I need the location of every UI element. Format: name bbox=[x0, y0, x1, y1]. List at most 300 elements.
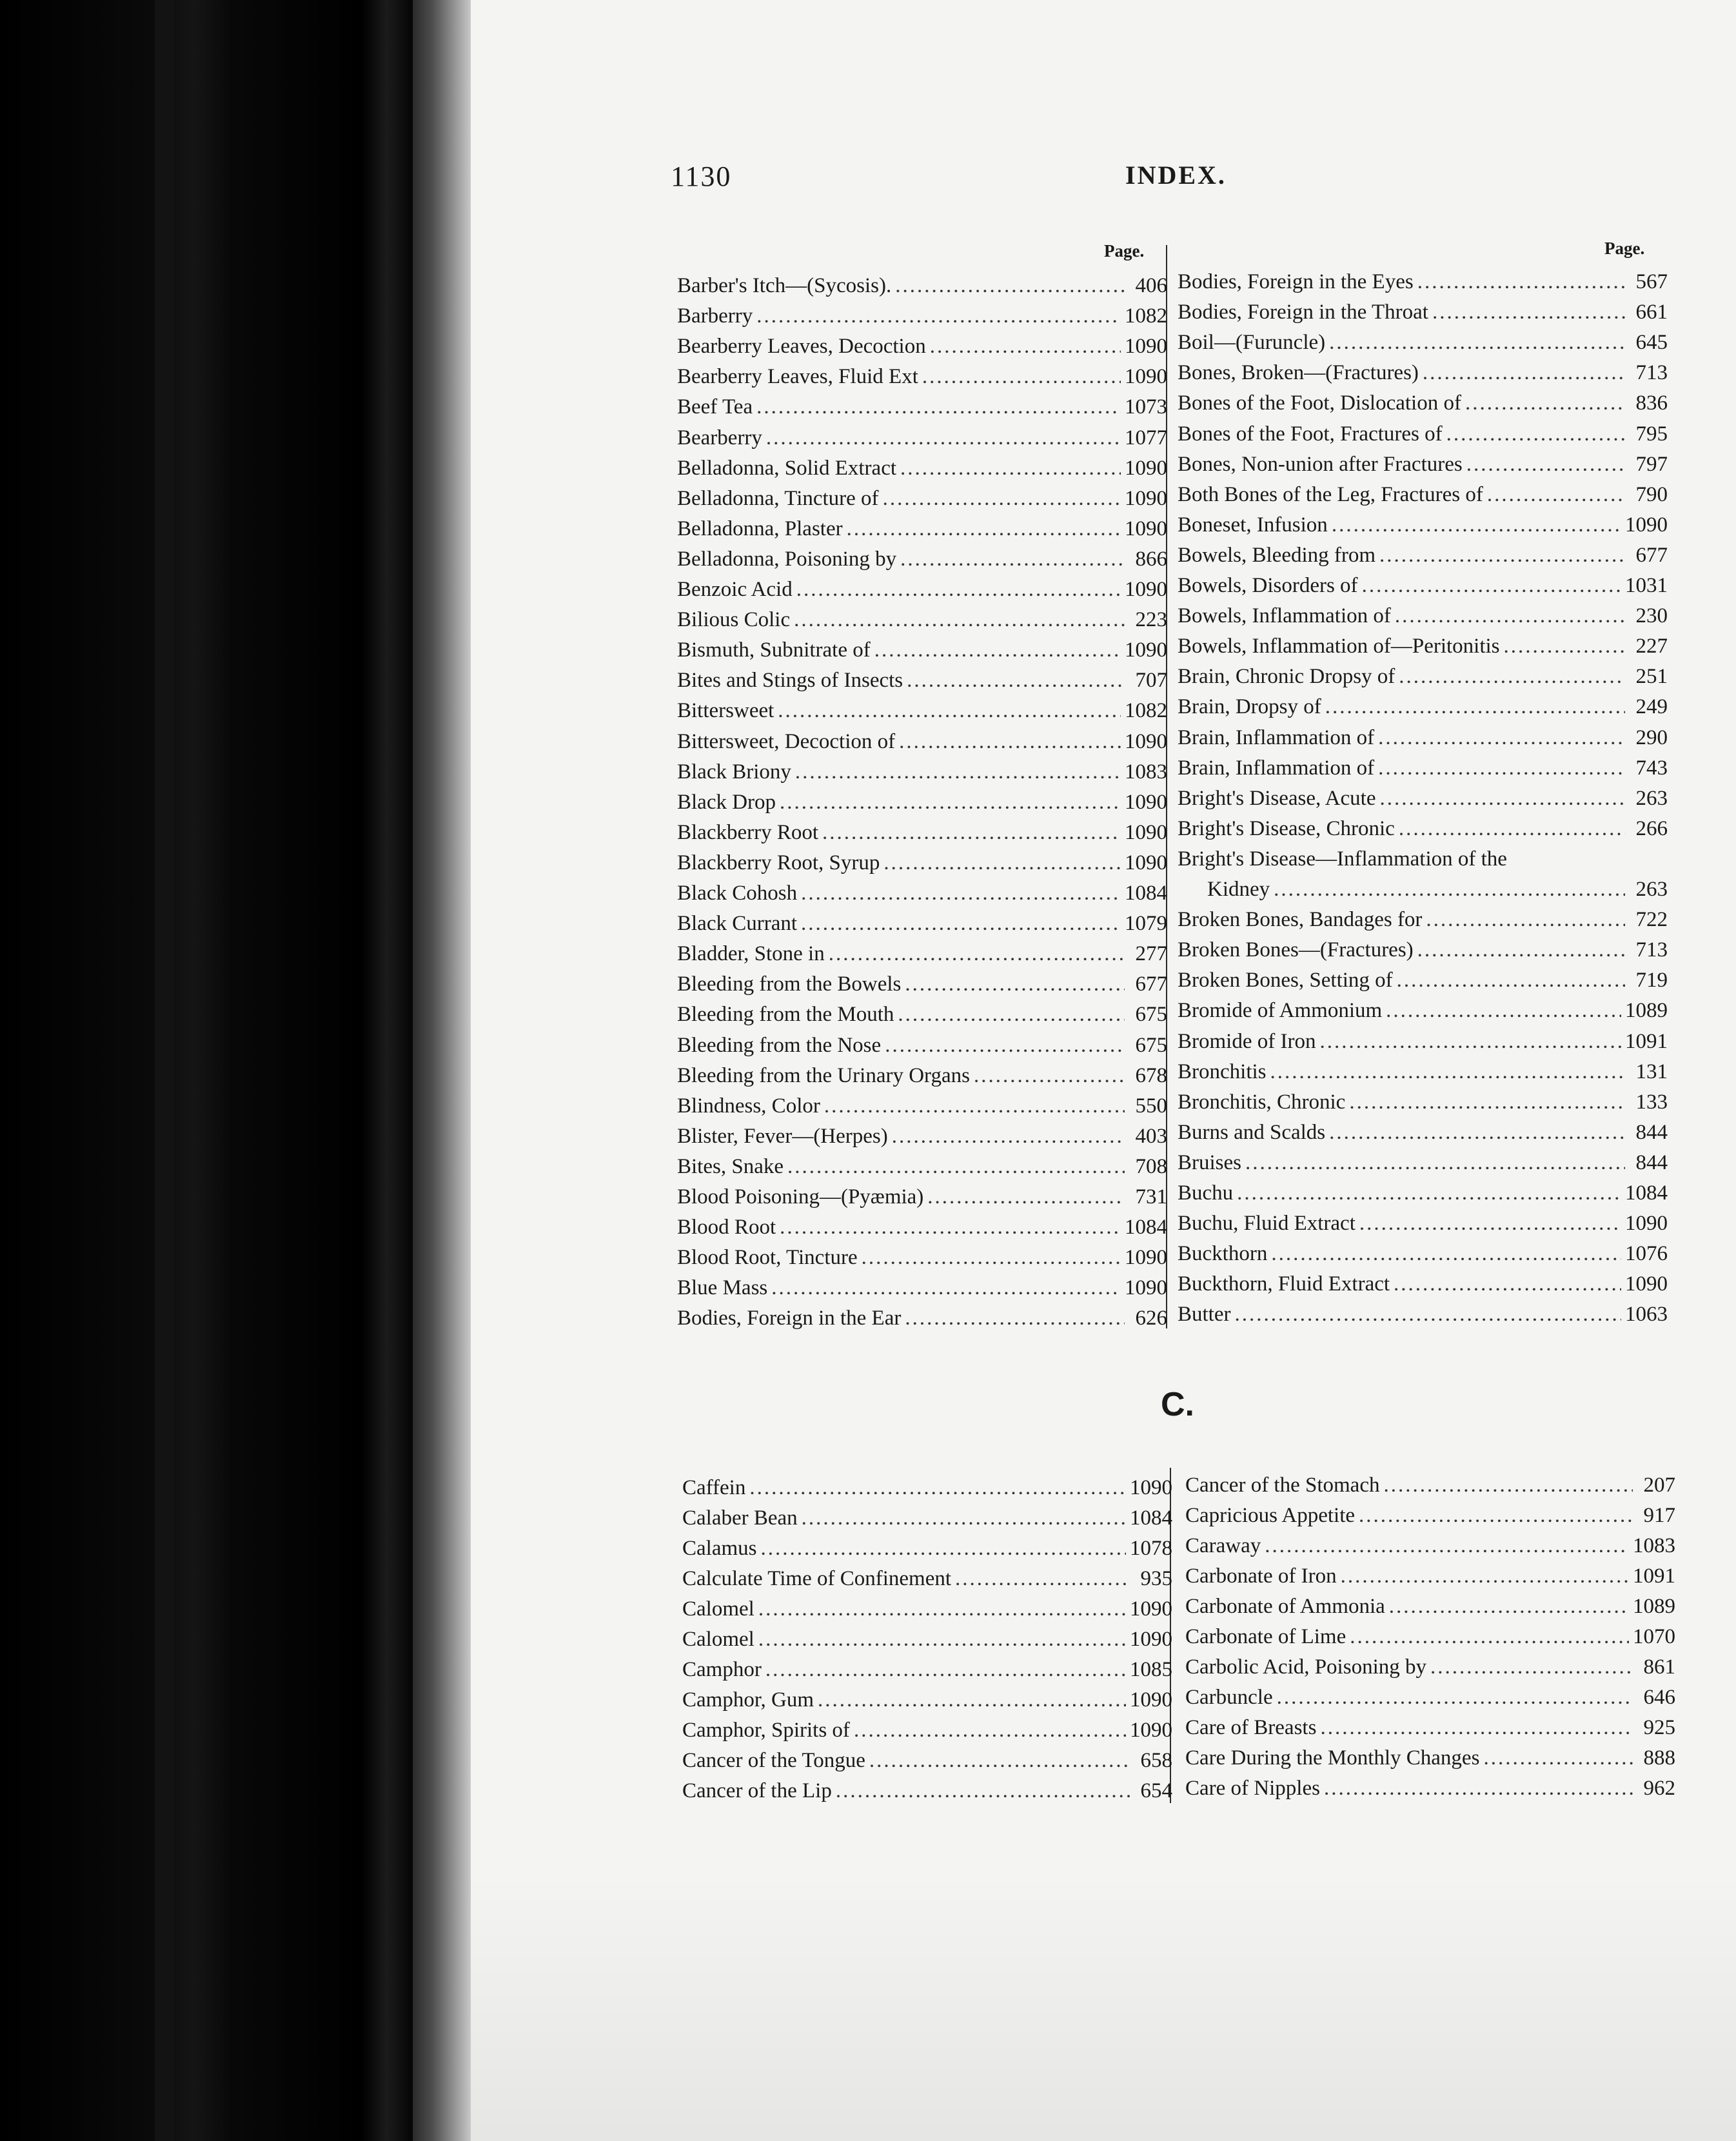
index-entry bbox=[1178, 328, 1668, 357]
index-entry bbox=[677, 271, 1167, 301]
index-entry bbox=[677, 1152, 1167, 1181]
index-page-number: 1090 bbox=[1125, 578, 1167, 601]
dot-leader bbox=[1394, 1269, 1621, 1299]
index-entry bbox=[677, 362, 1167, 391]
index-term: Black Briony bbox=[677, 760, 791, 784]
index-term: Cancer of the Stomach bbox=[1185, 1474, 1380, 1497]
dot-leader bbox=[1271, 1239, 1621, 1268]
index-term: Belladonna, Plaster bbox=[677, 517, 843, 540]
index-term: Bones, Broken—(Fractures) bbox=[1178, 361, 1419, 385]
index-entry bbox=[1185, 1743, 1675, 1773]
index-page-number: 795 bbox=[1635, 422, 1668, 446]
index-page-number: 844 bbox=[1635, 1120, 1668, 1144]
index-term: Blackberry Root, Syrup bbox=[677, 851, 880, 874]
index-term: Bladder, Stone in bbox=[677, 942, 825, 966]
dot-leader bbox=[1423, 358, 1625, 388]
index-entry bbox=[677, 1000, 1167, 1029]
index-term: Buchu bbox=[1178, 1181, 1234, 1205]
index-page-number: 223 bbox=[1135, 608, 1167, 632]
index-term: Brain, Dropsy of bbox=[1178, 695, 1321, 719]
index-term: Care During the Monthly Changes bbox=[1185, 1746, 1480, 1770]
index-entry bbox=[677, 484, 1167, 513]
dot-leader bbox=[1359, 1209, 1621, 1238]
dot-leader bbox=[907, 666, 1125, 695]
index-page-number: 406 bbox=[1135, 274, 1167, 297]
index-page-number: 962 bbox=[1643, 1777, 1675, 1800]
dot-leader bbox=[1389, 1592, 1629, 1621]
index-term: Blood Poisoning—(Pyæmia) bbox=[677, 1185, 924, 1209]
index-term: Calaber Bean bbox=[682, 1506, 798, 1530]
index-term: Bright's Disease, Acute bbox=[1178, 786, 1376, 810]
dot-leader bbox=[765, 1655, 1126, 1684]
index-term: Bodies, Foreign in the Ear bbox=[677, 1307, 902, 1330]
index-entry bbox=[1178, 935, 1668, 965]
index-term: Bodies, Foreign in the Eyes bbox=[1178, 270, 1414, 293]
index-term: Black Cohosh bbox=[677, 882, 798, 905]
index-entry bbox=[682, 1534, 1172, 1563]
index-term: Butter bbox=[1178, 1303, 1231, 1327]
index-entry bbox=[1185, 1531, 1675, 1561]
index-page-number: 1090 bbox=[1130, 1719, 1172, 1742]
index-entry bbox=[1178, 297, 1668, 327]
dot-leader bbox=[756, 392, 1121, 422]
index-page-number: 731 bbox=[1135, 1185, 1167, 1209]
dot-leader bbox=[1237, 1178, 1621, 1208]
index-page-number: 1090 bbox=[1125, 1246, 1167, 1270]
dot-leader bbox=[1399, 814, 1625, 844]
page-bottom-shade bbox=[471, 1870, 1736, 2141]
dot-leader bbox=[927, 1182, 1125, 1212]
index-term: Calomel bbox=[682, 1628, 755, 1651]
dot-leader bbox=[758, 1594, 1126, 1624]
index-entry bbox=[677, 544, 1167, 574]
index-term: Carbolic Acid, Poisoning by bbox=[1185, 1655, 1426, 1679]
index-page-number: 708 bbox=[1135, 1154, 1167, 1178]
dot-leader bbox=[836, 1776, 1130, 1806]
index-term: Carbonate of Iron bbox=[1185, 1564, 1337, 1588]
index-term: Bronchitis, Chronic bbox=[1178, 1090, 1346, 1114]
index-entry bbox=[682, 1746, 1172, 1775]
index-entry bbox=[677, 878, 1167, 908]
index-term: Benzoic Acid bbox=[677, 578, 793, 601]
index-page-number: 230 bbox=[1635, 604, 1668, 628]
dot-leader bbox=[818, 1685, 1126, 1715]
index-page-number: 1090 bbox=[1130, 1476, 1172, 1499]
index-term: Barber's Itch—(Sycosis). bbox=[677, 274, 892, 297]
index-entry bbox=[1178, 1087, 1668, 1117]
index-page-number: 743 bbox=[1635, 756, 1668, 780]
index-entry bbox=[677, 787, 1167, 817]
page-gutter-edge bbox=[413, 0, 471, 2141]
index-term: Both Bones of the Leg, Fractures of bbox=[1178, 482, 1483, 506]
index-entry bbox=[677, 1182, 1167, 1212]
dot-leader bbox=[1487, 480, 1625, 509]
index-term: Bleeding from the Nose bbox=[677, 1033, 882, 1057]
index-page-number: 790 bbox=[1635, 482, 1668, 506]
index-entry bbox=[677, 1091, 1167, 1121]
index-term: Caraway bbox=[1185, 1534, 1261, 1557]
dot-leader bbox=[1320, 1713, 1633, 1742]
index-entry bbox=[1178, 784, 1668, 813]
index-term: Broken Bones—(Fractures) bbox=[1178, 938, 1414, 962]
index-entry bbox=[1178, 723, 1668, 753]
index-page-number: 1090 bbox=[1125, 851, 1167, 874]
dot-leader bbox=[778, 696, 1121, 725]
index-page-number: 917 bbox=[1643, 1504, 1675, 1527]
index-term: Belladonna, Solid Extract bbox=[677, 456, 897, 480]
index-term: Bearberry bbox=[677, 426, 762, 449]
index-term: Brain, Chronic Dropsy of bbox=[1178, 665, 1396, 689]
index-term: Camphor, Spirits of bbox=[682, 1719, 850, 1742]
index-term: Bites and Stings of Insects bbox=[677, 669, 903, 693]
book-spine bbox=[0, 0, 413, 2141]
index-term: Bismuth, Subnitrate of bbox=[677, 638, 871, 662]
index-entry bbox=[677, 1031, 1167, 1060]
dot-leader bbox=[749, 1473, 1126, 1503]
dot-leader bbox=[787, 1152, 1125, 1181]
index-page-number: 1083 bbox=[1125, 760, 1167, 784]
dot-leader bbox=[824, 1091, 1125, 1121]
right-page-column-label: Page. bbox=[1604, 239, 1645, 258]
index-entry bbox=[677, 696, 1167, 725]
index-term: Burns and Scalds bbox=[1178, 1120, 1326, 1144]
index-entry bbox=[1185, 1561, 1675, 1591]
index-page-number: 1082 bbox=[1125, 304, 1167, 328]
index-entry bbox=[677, 1121, 1167, 1151]
index-page-number: 861 bbox=[1643, 1655, 1675, 1679]
dot-leader bbox=[1397, 965, 1625, 995]
dot-leader bbox=[829, 939, 1125, 969]
index-entry bbox=[677, 635, 1167, 665]
index-entry bbox=[677, 848, 1167, 878]
index-page-number: 567 bbox=[1635, 270, 1668, 293]
index-page-number: 1090 bbox=[1125, 335, 1167, 359]
index-term: Bowels, Inflammation of—Peritonitis bbox=[1178, 635, 1500, 658]
index-term: Brain, Inflammation of bbox=[1178, 756, 1375, 780]
dot-leader bbox=[955, 1564, 1130, 1593]
dot-leader bbox=[780, 787, 1121, 817]
index-page-number: 1076 bbox=[1625, 1242, 1668, 1266]
dot-leader bbox=[1466, 449, 1625, 479]
index-page-number: 550 bbox=[1135, 1094, 1167, 1118]
index-term: Bowels, Disorders of bbox=[1178, 574, 1358, 597]
index-page-number: 1031 bbox=[1625, 574, 1668, 597]
index-term: Bromide of Iron bbox=[1178, 1029, 1316, 1053]
index-page-number: 1090 bbox=[1125, 365, 1167, 389]
index-entry bbox=[677, 1303, 1167, 1333]
index-page-number: 1084 bbox=[1125, 882, 1167, 905]
index-term: Broken Bones, Setting of bbox=[1178, 969, 1393, 992]
index-term: Bromide of Ammonium bbox=[1178, 999, 1383, 1023]
index-entry bbox=[1178, 965, 1668, 995]
index-entry bbox=[1178, 601, 1668, 631]
index-page-number: 654 bbox=[1140, 1779, 1172, 1802]
index-term: Bittersweet, Decoction of bbox=[677, 729, 896, 753]
index-page-number: 675 bbox=[1135, 1033, 1167, 1057]
index-term: Buckthorn, Fluid Extract bbox=[1178, 1272, 1390, 1296]
index-page-number: 646 bbox=[1643, 1686, 1675, 1709]
dot-leader bbox=[1325, 692, 1625, 722]
index-page-number: 797 bbox=[1635, 452, 1668, 476]
index-term: Kidney bbox=[1207, 878, 1270, 901]
index-term: Bright's Disease—Inflammation of the bbox=[1178, 847, 1507, 871]
dot-leader bbox=[1329, 328, 1625, 357]
dot-leader bbox=[795, 757, 1121, 787]
dot-leader bbox=[1329, 1118, 1625, 1147]
index-entry bbox=[677, 605, 1167, 635]
dot-leader bbox=[854, 1715, 1126, 1745]
index-term: Bleeding from the Bowels bbox=[677, 972, 902, 996]
dot-leader bbox=[802, 1503, 1126, 1533]
index-entry bbox=[677, 727, 1167, 756]
dot-leader bbox=[1426, 905, 1625, 934]
index-entry bbox=[1178, 1118, 1668, 1147]
index-term: Blood Root bbox=[677, 1216, 776, 1239]
dot-leader bbox=[1395, 601, 1625, 631]
index-term: Calamus bbox=[682, 1537, 757, 1560]
index-entry bbox=[1178, 571, 1668, 600]
dot-leader bbox=[900, 544, 1125, 574]
index-entry bbox=[1178, 1239, 1668, 1268]
index-entry bbox=[1185, 1713, 1675, 1742]
dot-leader bbox=[905, 969, 1125, 999]
dot-leader bbox=[922, 362, 1121, 391]
index-term: Carbuncle bbox=[1185, 1686, 1273, 1709]
dot-leader bbox=[796, 575, 1121, 604]
index-term: Carbonate of Lime bbox=[1185, 1625, 1346, 1648]
dot-leader bbox=[756, 301, 1121, 331]
dot-leader bbox=[900, 453, 1121, 483]
index-entry bbox=[1178, 631, 1668, 661]
index-page-number: 263 bbox=[1635, 786, 1668, 810]
index-term: Bones of the Foot, Dislocation of bbox=[1178, 391, 1461, 415]
dot-leader bbox=[1383, 1470, 1633, 1500]
index-entry bbox=[1178, 905, 1668, 934]
index-entry bbox=[677, 423, 1167, 453]
index-page-number: 251 bbox=[1635, 665, 1668, 689]
index-term: Blackberry Root bbox=[677, 820, 819, 844]
index-page-number: 1090 bbox=[1625, 513, 1668, 537]
index-entry bbox=[1178, 692, 1668, 722]
index-entry bbox=[682, 1564, 1172, 1593]
dot-leader bbox=[862, 1243, 1121, 1272]
index-page-number: 1090 bbox=[1125, 729, 1167, 753]
index-page-number: 661 bbox=[1635, 301, 1668, 324]
index-entry bbox=[1178, 358, 1668, 388]
dot-leader bbox=[794, 605, 1125, 635]
index-page-number: 1083 bbox=[1633, 1534, 1675, 1557]
index-page-number: 263 bbox=[1635, 878, 1668, 901]
dot-leader bbox=[1350, 1622, 1629, 1652]
dot-leader bbox=[1417, 935, 1625, 965]
index-entry bbox=[1178, 844, 1668, 874]
index-term: Bilious Colic bbox=[677, 608, 791, 632]
dot-leader bbox=[1378, 753, 1625, 783]
index-page-number: 866 bbox=[1135, 547, 1167, 571]
index-page-number: 249 bbox=[1635, 695, 1668, 719]
index-entry bbox=[677, 939, 1167, 969]
index-page-number: 678 bbox=[1135, 1063, 1167, 1087]
index-page-number: 844 bbox=[1635, 1150, 1668, 1174]
index-page-number: 722 bbox=[1635, 908, 1668, 932]
index-term: Bright's Disease, Chronic bbox=[1178, 816, 1395, 840]
index-term: Belladonna, Tincture of bbox=[677, 486, 879, 510]
dot-leader bbox=[766, 423, 1121, 453]
index-page-number: 207 bbox=[1643, 1474, 1675, 1497]
dot-leader bbox=[1446, 419, 1625, 449]
dot-leader bbox=[1379, 784, 1625, 813]
index-entry bbox=[1178, 267, 1668, 297]
index-page-number: 713 bbox=[1635, 361, 1668, 385]
index-page-number: 1091 bbox=[1625, 1029, 1668, 1053]
dot-leader bbox=[1386, 996, 1621, 1025]
index-term: Cancer of the Tongue bbox=[682, 1749, 865, 1772]
dot-leader bbox=[892, 1121, 1125, 1151]
index-term: Boneset, Infusion bbox=[1178, 513, 1328, 537]
index-page-number: 658 bbox=[1140, 1749, 1172, 1772]
index-entry bbox=[1178, 1057, 1668, 1087]
dot-leader bbox=[1465, 388, 1625, 418]
running-title: INDEX. bbox=[1125, 161, 1227, 190]
index-term: Broken Bones, Bandages for bbox=[1178, 908, 1423, 932]
index-term: Carbonate of Ammonia bbox=[1185, 1595, 1385, 1618]
index-page-number: 1063 bbox=[1625, 1303, 1668, 1327]
index-page-number: 1084 bbox=[1625, 1181, 1668, 1205]
index-entry bbox=[1178, 753, 1668, 783]
index-entry bbox=[677, 969, 1167, 999]
index-entry bbox=[1185, 1592, 1675, 1621]
dot-leader bbox=[1379, 540, 1625, 570]
index-term: Bronchitis bbox=[1178, 1060, 1267, 1083]
index-page-number: 1090 bbox=[1125, 790, 1167, 814]
index-term: Bearberry Leaves, Fluid Ext bbox=[677, 365, 918, 389]
index-entry bbox=[677, 1212, 1167, 1242]
index-term: Belladonna, Poisoning by bbox=[677, 547, 897, 571]
index-entry bbox=[682, 1685, 1172, 1715]
index-term: Bleeding from the Mouth bbox=[677, 1003, 894, 1027]
index-entry bbox=[1185, 1470, 1675, 1500]
index-term: Caffein bbox=[682, 1476, 746, 1499]
index-term: Camphor, Gum bbox=[682, 1688, 814, 1712]
index-term: Bones of the Foot, Fractures of bbox=[1178, 422, 1443, 446]
index-entry bbox=[1178, 1178, 1668, 1208]
index-page-number: 935 bbox=[1140, 1567, 1172, 1590]
index-page-number: 290 bbox=[1635, 725, 1668, 749]
dot-leader bbox=[1432, 297, 1625, 327]
index-page-number: 707 bbox=[1135, 669, 1167, 693]
dot-leader bbox=[1483, 1743, 1633, 1773]
dot-leader bbox=[885, 1031, 1125, 1060]
index-entry bbox=[1178, 540, 1668, 570]
index-page-number: 133 bbox=[1635, 1090, 1668, 1114]
index-entry bbox=[677, 1061, 1167, 1090]
spine-fold bbox=[155, 0, 174, 2141]
index-term: Buchu, Fluid Extract bbox=[1178, 1212, 1356, 1236]
index-page-number: 1090 bbox=[1130, 1597, 1172, 1621]
index-entry bbox=[682, 1473, 1172, 1503]
index-entry bbox=[677, 301, 1167, 331]
dot-leader bbox=[771, 1273, 1121, 1303]
index-page-number: 1070 bbox=[1633, 1625, 1675, 1648]
index-entry bbox=[682, 1776, 1172, 1806]
index-entry bbox=[1178, 419, 1668, 449]
index-page-number: 1084 bbox=[1125, 1216, 1167, 1239]
index-page-number: 1090 bbox=[1125, 638, 1167, 662]
dot-leader bbox=[905, 1303, 1125, 1333]
index-entry bbox=[1178, 874, 1668, 904]
index-term: Bodies, Foreign in the Throat bbox=[1178, 301, 1428, 324]
index-term: Boil—(Furuncle) bbox=[1178, 331, 1326, 355]
dot-leader bbox=[822, 818, 1121, 847]
index-page-number: 1090 bbox=[1125, 820, 1167, 844]
index-entry bbox=[682, 1715, 1172, 1745]
index-page-number: 277 bbox=[1135, 942, 1167, 966]
index-term: Calculate Time of Confinement bbox=[682, 1567, 952, 1590]
index-entry bbox=[677, 331, 1167, 361]
index-entry bbox=[677, 453, 1167, 483]
dot-leader bbox=[1274, 874, 1625, 904]
index-term: Calomel bbox=[682, 1597, 755, 1621]
index-entry bbox=[1178, 388, 1668, 418]
dot-leader bbox=[883, 848, 1121, 878]
index-entry bbox=[677, 392, 1167, 422]
index-page-number: 713 bbox=[1635, 938, 1668, 962]
dot-leader bbox=[930, 331, 1121, 361]
index-page-number: 677 bbox=[1635, 543, 1668, 567]
index-page-number: 1090 bbox=[1130, 1688, 1172, 1712]
dot-leader bbox=[1277, 1682, 1633, 1712]
index-page-number: 1089 bbox=[1625, 999, 1668, 1023]
dot-leader bbox=[1341, 1561, 1629, 1591]
dot-leader bbox=[1359, 1501, 1633, 1530]
index-page-number: 1090 bbox=[1125, 517, 1167, 540]
index-page-number: 1090 bbox=[1125, 456, 1167, 480]
index-entry bbox=[682, 1624, 1172, 1654]
index-entry bbox=[677, 514, 1167, 544]
index-term: Cancer of the Lip bbox=[682, 1779, 832, 1802]
index-entry bbox=[1178, 1209, 1668, 1238]
index-page-number: 675 bbox=[1135, 1003, 1167, 1027]
dot-leader bbox=[1332, 510, 1621, 540]
index-entry bbox=[1185, 1773, 1675, 1803]
dot-leader bbox=[801, 878, 1121, 908]
dot-leader bbox=[1265, 1531, 1629, 1561]
dot-leader bbox=[1504, 631, 1625, 661]
index-page-number: 227 bbox=[1635, 635, 1668, 658]
index-entry bbox=[682, 1503, 1172, 1533]
index-page-number: 266 bbox=[1635, 816, 1668, 840]
dot-leader bbox=[801, 909, 1121, 938]
index-page-number: 626 bbox=[1135, 1307, 1167, 1330]
index-page-number: 645 bbox=[1635, 331, 1668, 355]
index-entry bbox=[677, 757, 1167, 787]
index-term: Barberry bbox=[677, 304, 753, 328]
dot-leader bbox=[874, 635, 1121, 665]
index-term: Bearberry Leaves, Decoction bbox=[677, 335, 926, 359]
index-page-number: 131 bbox=[1635, 1060, 1668, 1083]
dot-leader bbox=[1399, 662, 1625, 691]
dot-leader bbox=[883, 484, 1121, 513]
index-entry bbox=[1178, 449, 1668, 479]
index-term: Blindness, Color bbox=[677, 1094, 820, 1118]
index-entry bbox=[1185, 1682, 1675, 1712]
dot-leader bbox=[847, 514, 1121, 544]
index-page-number: 1079 bbox=[1125, 912, 1167, 936]
index-term: Bites, Snake bbox=[677, 1154, 784, 1178]
index-term: Black Drop bbox=[677, 790, 776, 814]
dot-leader bbox=[899, 727, 1121, 756]
index-page-number: 1090 bbox=[1125, 1276, 1167, 1300]
